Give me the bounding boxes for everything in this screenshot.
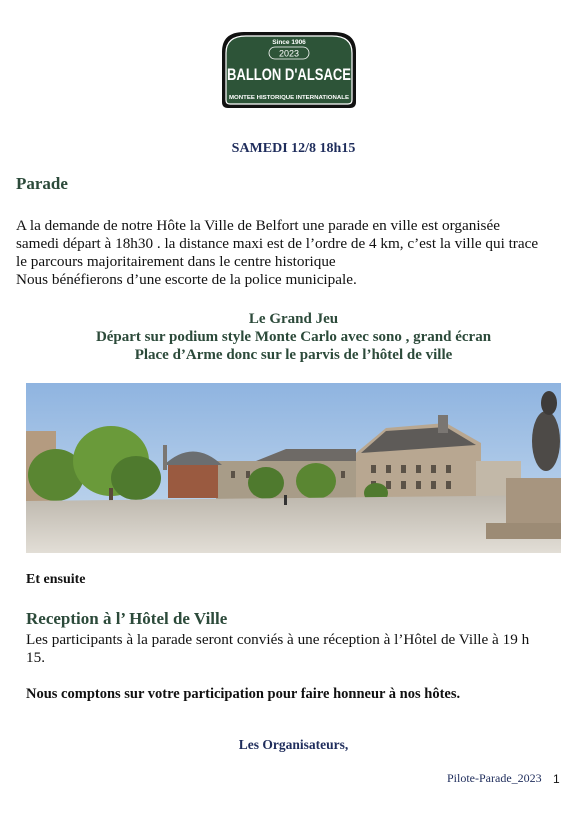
grand-jeu-line2: Place d’Arme donc sur le parvis de l’hôtel de ville — [134, 347, 453, 363]
parade-line: Nous bénéfierons d’une escorte de la police municipale. — [16, 271, 357, 288]
parade-paragraph — [16, 217, 561, 289]
thanks-text: Nous comptons sur votre participation pour faire honneur à nos hôtes. — [26, 686, 461, 702]
parade-line: le parcours majoritairement dans le centre historique — [16, 253, 336, 270]
logo-name: BALLON D'ALSACE — [227, 65, 351, 84]
reception-line1: Les participants à la parade seront conviés à une réception à l’Hôtel de Ville à 19 h — [26, 631, 530, 648]
signature: Les Organisateurs, — [238, 737, 349, 752]
page-number: 1 — [553, 772, 560, 786]
reception-title: Reception à l’ Hôtel de Ville — [26, 609, 228, 628]
ballon-alsace-logo — [219, 28, 359, 110]
place-darmes-photo — [26, 383, 561, 553]
date-heading: SAMEDI 12/8 18h15 — [231, 141, 356, 156]
reception-paragraph — [26, 631, 561, 667]
parade-line: samedi départ à 18h30 . la distance maxi est de l’ordre de 4 km, c’est la ville qui trace — [16, 235, 539, 252]
grand-jeu-title: Le Grand Jeu — [248, 311, 339, 327]
grand-jeu-line1: Départ sur podium style Monte Carlo avec sono , grand écran — [95, 329, 492, 345]
logo-since: Since 1906 — [272, 39, 306, 46]
parade-title: Parade — [16, 174, 68, 193]
parade-line: A la demande de notre Hôte la Ville de Belfort une parade en ville est organisée — [16, 217, 500, 234]
footer-doc-name: Pilote-Parade_2023 — [447, 771, 542, 785]
logo-year: 2023 — [278, 48, 300, 59]
grand-jeu-block — [0, 310, 587, 364]
logo-subtitle: MONTEE HISTORIQUE INTERNATIONALE — [229, 95, 350, 101]
reception-line2: 15. — [26, 649, 45, 666]
et-ensuite: Et ensuite — [26, 572, 86, 587]
